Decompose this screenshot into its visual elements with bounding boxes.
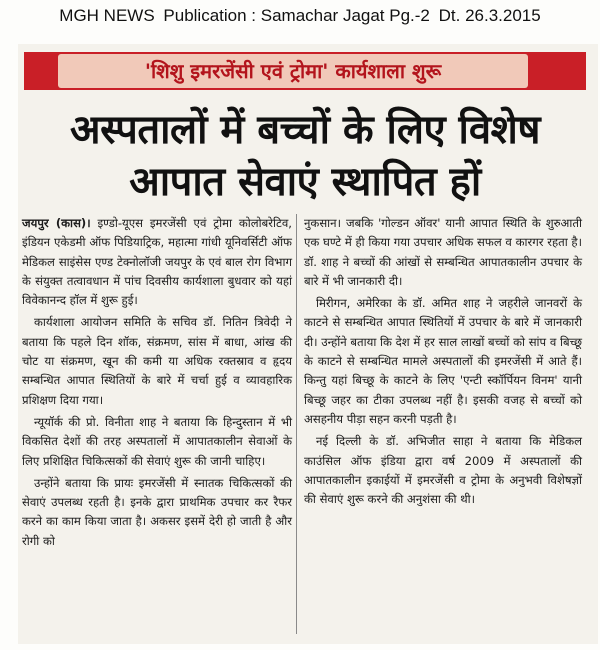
column-divider: [296, 214, 297, 634]
publication-label: Publication : Samachar Jagat Pg.-2: [163, 6, 430, 25]
paragraph-text: इण्डो-यूएस इमरजेंसी एवं ट्रोमा कोलोबरेटिव, इंडियन एकेडमी ऑफ पिडियाट्रिक, महात्मा गांधी यूनिवर्सिटी ऑफ मेडिकल साइंसेस एण्ड टेक्नोलॉजी जयपुर के एवं बाल रोग विभाग के संयुक्त तत्वावधान में पांच दिवसीय कार्यशाला बुधवार को यहां विवेकानन्द हॉल में शुरू हुई।: [22, 216, 292, 308]
headline-line-1: अस्पतालों में बच्चों के लिए विशेष: [70, 107, 540, 153]
publication-date: Dt. 26.3.2015: [438, 6, 541, 25]
article-paragraph: न्यूयॉर्क की प्रो. विनीता शाह ने बताया कि हिन्दुस्तान में भी विकसित देशों की तरह अस्पतालों में आपातकालीन सेवाओं के लिए प्रशिक्षित चिकित्सकों की सेवाएं शुरू की जानी चाहिए।: [22, 414, 292, 468]
article-paragraph: कार्यशाला आयोजन समिति के सचिव डॉ. नितिन त्रिवेदी ने बताया कि पहले दिन शॉक, संक्रमण, सांस में बाधा, आंख की चोट या संक्रमण, खून की कमी या अधिक रक्तस्राव व हृदय सम्बन्धित आपात स्थितियों के बारे में चर्चा हुई व व्यावहारिक प्रशिक्षण दिया गया।: [22, 315, 292, 407]
article-paragraph: [22, 214, 292, 310]
article-paragraph: नुकसान। जबकि 'गोल्डन ऑवर' यानी आपात स्थिति के शुरुआती एक घण्टे में ही किया गया उपचार अधिक सफल व कारगर रहता है। डॉ. शाह ने बच्चों की आंखों से सम्बन्धित आपातकालीन उपचार के बारे में भी जानकारी दी।: [304, 216, 582, 288]
publication-line: [0, 6, 600, 26]
article-column-left: [22, 214, 292, 554]
article-column-right: [304, 214, 582, 512]
ribbon-title: 'शिशु इमरजेंसी एवं ट्रोमा' कार्यशाला शुरू: [58, 54, 528, 88]
publication-source: MGH NEWS: [59, 6, 155, 25]
article-paragraph: उन्होंने बताया कि प्रायः इमरजेंसी में स्नातक चिकित्सकों की सेवाएं उपलब्ध रहती है। इनके द्वारा प्राथमिक उपचार कर रैफर करने का काम किया जाता है। अकसर इसमें देरी हो जाती है और रोगी को: [22, 475, 292, 548]
headline-line-2: आपात सेवाएं स्थापित हों: [129, 159, 481, 205]
dateline: जयपुर (कास)।: [22, 216, 91, 230]
article-paragraph: नई दिल्ली के डॉ. अभिजीत साहा ने बताया कि मेडिकल काउंसिल ऑफ इंडिया द्वारा वर्ष 2009 में अस्पतालों की आपातकालीन इकाईयों में इमरजेंसी व ट्रोमा के अनुभवी विशेषज्ञों की सेवाएं शुरू करने की अनुशंसा की थी।: [304, 434, 582, 507]
article-paragraph: मिरीगन, अमेरिका के डॉ. अमित शाह ने जहरीले जानवरों के काटने से सम्बन्धित आपात स्थितियों में उपचार के बारे में जानकारी दी। उन्होंने बताया कि देश में हर साल लाखों बच्चों को सांप व बिच्छू के काटने से सम्बन्धित मामले अस्पतालों की इमरजेंसी में आते हैं। किन्तु यहां बिच्छू के काटने के लिए 'एन्टी स्कॉर्पियन विनम' यानी बिच्छू जहर का टीका उपलब्ध नहीं है। इसकी वजह से बच्चों को असहनीय पीड़ा सहन करनी पड़ती है।: [304, 296, 582, 426]
